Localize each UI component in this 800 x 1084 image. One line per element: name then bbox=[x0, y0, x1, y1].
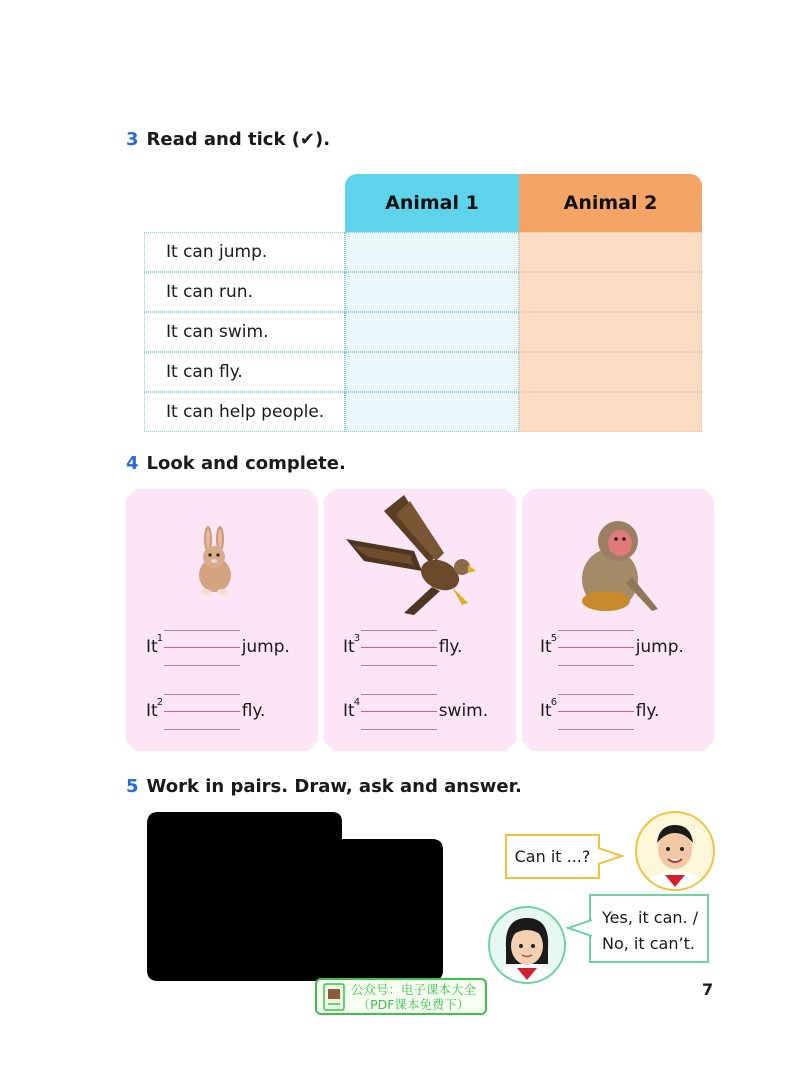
boy-avatar bbox=[635, 811, 715, 891]
answer-blank[interactable] bbox=[353, 691, 437, 731]
sentence-end: swim. bbox=[438, 701, 489, 721]
tick-cell-animal-2[interactable] bbox=[519, 232, 702, 272]
section-title: Work in pairs. Draw, ask and answer. bbox=[146, 776, 522, 797]
fill-sentence bbox=[343, 627, 462, 667]
sentence-start: It bbox=[343, 701, 355, 721]
table-row bbox=[144, 312, 702, 352]
header-animal-1: Animal 1 bbox=[345, 174, 519, 232]
fill-sentence bbox=[540, 627, 684, 667]
sentence-end: fly. bbox=[438, 637, 463, 657]
answer-line-1: Yes, it can. / bbox=[602, 908, 699, 927]
watermark bbox=[315, 978, 487, 1015]
sentence-start: It bbox=[343, 637, 355, 657]
table-row bbox=[144, 352, 702, 392]
section-title: Read and tick (✔). bbox=[146, 129, 331, 150]
answer-line-2: No, it can’t. bbox=[602, 934, 695, 953]
book-icon bbox=[323, 983, 345, 1011]
tick-cell-animal-2[interactable] bbox=[519, 352, 702, 392]
section-title: Look and complete. bbox=[146, 453, 346, 474]
answer-blank[interactable] bbox=[550, 691, 634, 731]
table-row bbox=[144, 392, 702, 432]
section-number: 5 bbox=[126, 776, 139, 797]
answer-blank[interactable] bbox=[353, 627, 437, 667]
tick-cell-animal-1[interactable] bbox=[345, 352, 519, 392]
tick-cell-animal-1[interactable] bbox=[345, 272, 519, 312]
watermark-line-1: 公众号：电子课本大全 bbox=[351, 981, 477, 997]
row-label: It can swim. bbox=[144, 312, 345, 352]
section-5-heading bbox=[126, 776, 522, 797]
answer-blank[interactable] bbox=[156, 627, 240, 667]
tick-cell-animal-1[interactable] bbox=[345, 392, 519, 432]
header-animal-2: Animal 2 bbox=[519, 174, 702, 232]
blank-number: 6 bbox=[550, 697, 558, 708]
tick-cell-animal-2[interactable] bbox=[519, 312, 702, 352]
row-label: It can fly. bbox=[144, 352, 345, 392]
sentence-start: It bbox=[146, 701, 158, 721]
answer-bubble-tail bbox=[566, 918, 592, 938]
sentence-end: jump. bbox=[635, 637, 684, 657]
sentence-end: jump. bbox=[241, 637, 290, 657]
drawing-area[interactable] bbox=[146, 812, 444, 982]
question-text: Can it ...? bbox=[514, 847, 591, 866]
sentence-start: It bbox=[540, 637, 552, 657]
fill-sentence bbox=[146, 627, 290, 667]
page-number: 7 bbox=[702, 980, 714, 999]
section-number: 3 bbox=[126, 129, 139, 150]
tick-cell-animal-2[interactable] bbox=[519, 272, 702, 312]
tick-cell-animal-2[interactable] bbox=[519, 392, 702, 432]
blank-number: 1 bbox=[156, 633, 164, 644]
section-number: 4 bbox=[126, 453, 139, 474]
answer-blank[interactable] bbox=[156, 691, 240, 731]
tick-table bbox=[144, 174, 702, 432]
fill-sentence bbox=[540, 691, 659, 731]
fill-sentence bbox=[146, 691, 265, 731]
fill-sentence bbox=[343, 691, 488, 731]
section-4-heading bbox=[126, 453, 346, 474]
tick-cell-animal-1[interactable] bbox=[345, 232, 519, 272]
row-label: It can help people. bbox=[144, 392, 345, 432]
sentence-start: It bbox=[146, 637, 158, 657]
table-row bbox=[144, 272, 702, 312]
rabbit-illustration bbox=[194, 525, 238, 597]
tick-cell-animal-1[interactable] bbox=[345, 312, 519, 352]
eagle-illustration bbox=[344, 491, 476, 617]
section-3-heading bbox=[126, 129, 330, 150]
row-label: It can run. bbox=[144, 272, 345, 312]
blank-number: 4 bbox=[353, 697, 361, 708]
table-row bbox=[144, 232, 702, 272]
girl-avatar bbox=[488, 906, 566, 984]
question-bubble-tail bbox=[598, 846, 624, 866]
answer-blank[interactable] bbox=[550, 627, 634, 667]
monkey-illustration bbox=[576, 517, 662, 613]
answer-bubble bbox=[589, 894, 709, 963]
watermark-line-2: （PDF课本免费下） bbox=[357, 996, 470, 1012]
blank-number: 3 bbox=[353, 633, 361, 644]
sentence-end: fly. bbox=[241, 701, 266, 721]
blank-number: 2 bbox=[156, 697, 164, 708]
question-bubble bbox=[505, 834, 600, 879]
row-label: It can jump. bbox=[144, 232, 345, 272]
sentence-start: It bbox=[540, 701, 552, 721]
sentence-end: fly. bbox=[635, 701, 660, 721]
blank-number: 5 bbox=[550, 633, 558, 644]
